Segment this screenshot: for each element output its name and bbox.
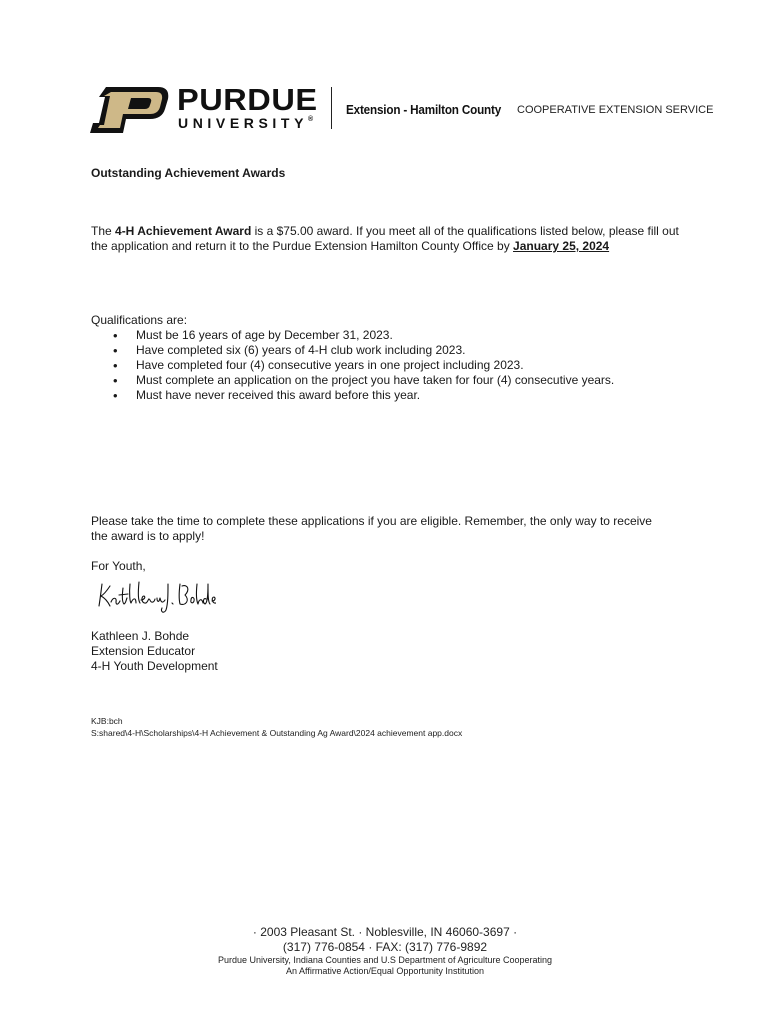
award-name: 4-H Achievement Award [115, 224, 252, 238]
closing-paragraph: Please take the time to complete these applications if you are eligible. Remember, the only way to receive the award is to apply! [91, 514, 652, 543]
reference-block [91, 715, 462, 739]
logo-subname [178, 116, 313, 130]
qualifications-list [113, 328, 614, 403]
reference-initials: KJB:bch [91, 716, 123, 726]
footer-phones: (317) 776-0854 · FAX: (317) 776-9892 [282, 940, 488, 954]
cooperative-service-label: COOPERATIVE EXTENSION SERVICE [517, 104, 714, 116]
logo-wordmark: PURDUE [177, 82, 318, 117]
footer-equal-opportunity: An Affirmative Action/Equal Opportunity Institution [286, 966, 484, 976]
extension-county: Extension - Hamilton County [346, 102, 502, 117]
footer-cooperation: Purdue University, Indiana Counties and U.S Department of Agriculture Cooperating [217, 955, 552, 965]
qualification-item: • Must be 16 years of age by December 31, 2023. [113, 328, 614, 343]
logo-subname-text: UNIVERSITY [178, 115, 309, 131]
purdue-p-logo-icon [90, 87, 170, 133]
signer-title: Extension Educator [91, 644, 196, 658]
qualification-item: • Have completed four (4) consecutive years in one project including 2023. [113, 358, 614, 373]
handwritten-signature [96, 576, 216, 616]
closing-salutation: For Youth, [91, 559, 146, 573]
signature-block [91, 629, 218, 674]
intro-paragraph [91, 224, 691, 254]
signer-department: 4-H Youth Development [91, 659, 218, 673]
registered-mark: ® [308, 116, 314, 123]
footer [0, 925, 770, 977]
intro-middle: is a $75.00 award. If you meet all of the qualifications listed below, please fill out the application and return it to the Purdue Extension Hamilton County Office by [91, 224, 679, 253]
footer-address: · 2003 Pleasant St. · Noblesville, IN 46060-3697 · [252, 925, 518, 939]
signer-name: Kathleen J. Bohde [91, 629, 190, 643]
qualification-item: • Must have never received this award before this year. [113, 388, 614, 403]
deadline-date: January 25, 2024 [513, 239, 610, 253]
qualification-item: • Have completed six (6) years of 4-H club work including 2023. [113, 343, 614, 358]
document-title: Outstanding Achievement Awards [91, 166, 286, 180]
header-divider [331, 87, 332, 129]
qualification-item: • Must complete an application on the project you have taken for four (4) consecutive years. [113, 373, 614, 388]
intro-prefix: The [91, 224, 116, 238]
qualifications-heading: Qualifications are: [91, 313, 188, 327]
file-path: S:shared\4-H\Scholarships\4-H Achievement & Outstanding Ag Award\2024 achievement app.docx [91, 728, 463, 738]
